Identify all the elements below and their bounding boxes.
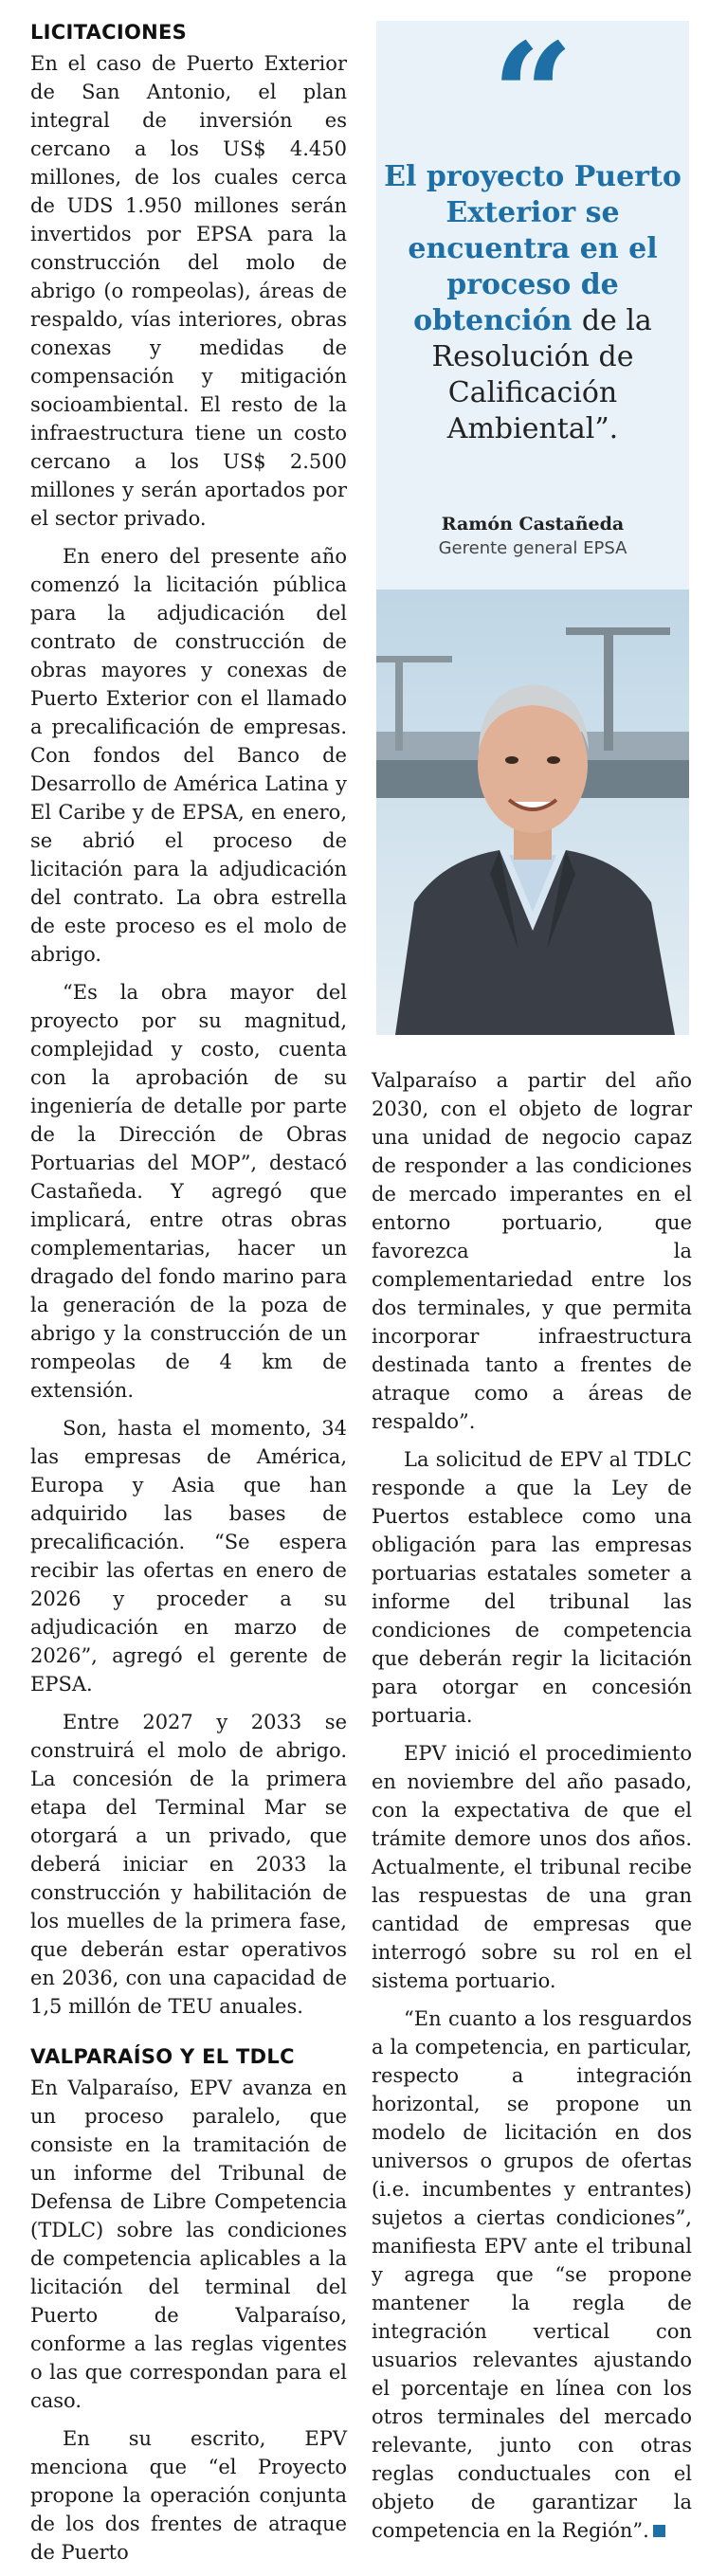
paragraph: En Valparaíso, EPV avanza en un proceso paralelo, que consiste en la tramitación de un informe del Tribunal de Defensa de Libre Competencia (TDLC) sobre las condiciones de competencia aplicables a la licitación del terminal del Puerto de Valparaíso, conforme a las reglas vigentes o las que correspondan para el caso. [30, 2077, 347, 2412]
paragraph: EPV inició el procedimiento en noviembre del año pasado, con la expectativa de que el trámite demore unos dos años. Actualmente, el tribunal recibe las respuestas de una gran cantidad de empresas que interrogó sobre su rol en el sistema portuario. [372, 1742, 692, 1992]
pull-quote-text [376, 159, 689, 447]
paragraph: En enero del presente año comenzó la licitación pública para la adjudicación del contrato de construcción de obras mayores y conexas de Puerto Exterior con el llamado a precalificación de empresas. Con fondos del Banco de Desarrollo de América Latina y El Caribe y de EPSA, en enero, se abrió el proceso de licitación para la adjudicación del contrato. La obra estrella de este proceso es el molo de abrigo. [30, 545, 347, 966]
paragraph: En su escrito, EPV menciona que “el Proyecto propone la operación conjunta de los dos frentes de atraque de Puerto [30, 2427, 347, 2564]
paragraph: “Es la obra mayor del proyecto por su magnitud, complejidad y costo, cuenta con la aprobación de su ingeniería de detalle por parte de la Dirección de Obras Portuarias del MOP”, destacó Castañeda. Y agregó que implicará, entre otras obras complementarias, hacer un dragado del fondo marino para la generación de la poza de abrigo y la construcción de un rompeolas de 4 km de extensión. [30, 981, 347, 1402]
author-name: Ramón Castañeda [441, 514, 625, 535]
paragraph: Son, hasta el momento, 34 las empresas de América, Europa y Asia que han adquirido las bases de precalificación. “Se espera recibir las ofertas en enero de 2026 y proceder a su adjudicación en marzo de 2026”, agregó el gerente de EPSA. [30, 1417, 347, 1696]
pull-quote-tail: de la Resolución de Calificación Ambiental”. [431, 304, 652, 445]
paragraph: La solicitud de EPV al TDLC responde a que la Ley de Puertos establece como una obligación para las empresas portuarias estatales someter a informe del tribunal las condiciones de competencia que deberán regir la licitación para otorgar en concesión portuaria. [372, 1448, 692, 1727]
quote-mark-icon: “ [491, 12, 574, 179]
section-heading-valparaiso: VALPARAÍSO Y EL TDLC [30, 2045, 295, 2068]
section-heading-licitaciones: LICITACIONES [30, 21, 188, 44]
paragraph: En el caso de Puerto Exterior de San Antonio, el plan integral de inversión es cercano a los US$ 4.450 millones, de los cuales cerca de UDS 1.950 millones serán invertidos por EPSA para la construcción del molo de abrigo (o rompeolas), áreas de respaldo, vías interiores, obras conexas y medidas de compensación y mitigación socioambiental. El resto de la infraestructura tiene un costo cercano a los US$ 2.500 millones y serán aportados por el sector privado. [30, 52, 347, 530]
author-role: Gerente general EPSA [438, 538, 627, 558]
right-column [372, 1066, 692, 2554]
paragraph: Entre 2027 y 2033 se construirá el molo de abrigo. La concesión de la primera etapa del Terminal Mar se otorgará a un privado, que deberá iniciar en 2033 la construcción y habilitación de los muelles de la primera fase, que deberán estar operativos en 2036, con una capacidad de 1,5 millón de TEU anuales. [30, 1711, 347, 2018]
pull-quote-highlight: El proyecto Puerto Exterior se encuentra en el proceso de obtención [384, 160, 682, 337]
final-paragraph-text: “En cuanto a los resguardos a la competencia, en particular, respecto a integración horizontal, se propone un modelo de licitación en dos universos o grupos de ofertas (i.e. incumbentes y entrantes) sujetos a ciertas condiciones”, manifiesta EPV ante el tribunal y agrega que “se propone mantener la regla de integración vertical con usuarios relevantes ajustando el porcentaje en línea con los otros terminales del mercado relevante, junto con otras reglas conductuales con el objeto de garantizar la competencia en la Región”. [372, 2007, 692, 2542]
end-of-article-icon [653, 2525, 665, 2537]
portrait-illustration [376, 590, 689, 1035]
quote-author [376, 514, 689, 558]
paragraph-final [372, 2005, 692, 2545]
paragraph: Valparaíso a partir del año 2030, con el objeto de lograr una unidad de negocio capaz de responder a las condiciones de mercado imperantes en el entorno portuario, que favorezca la complementariedad entre los dos terminales, y que permita incorporar infraestructura destinada tanto a frentes de atraque como a áreas de respaldo”. [372, 1069, 692, 1433]
left-column [30, 21, 347, 2576]
portrait-photo [376, 590, 689, 1035]
pull-quote-box [376, 12, 689, 1035]
